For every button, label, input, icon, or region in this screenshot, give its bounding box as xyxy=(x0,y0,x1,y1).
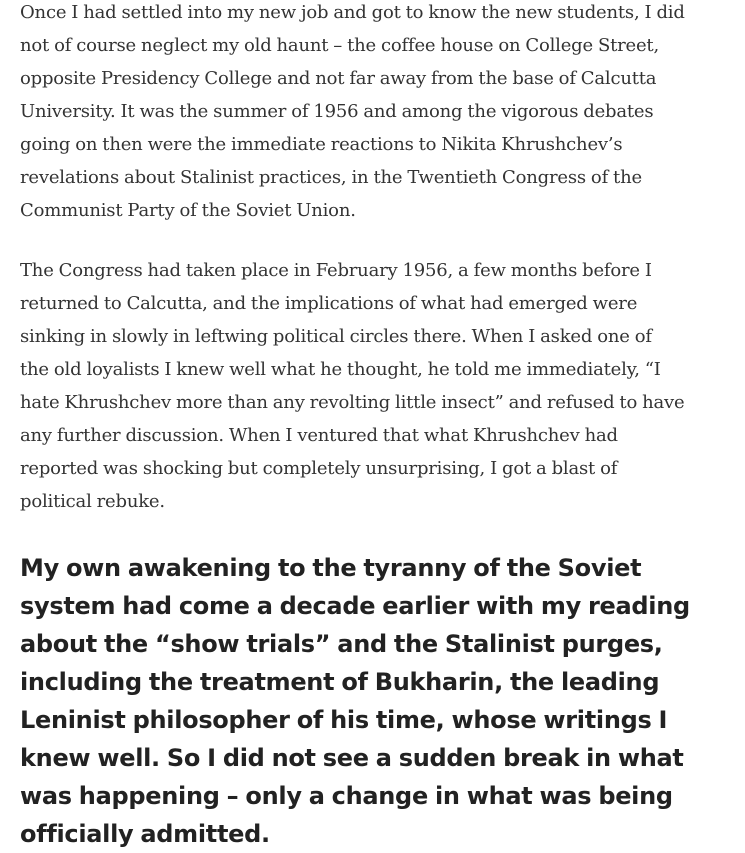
article-body xyxy=(20,0,720,853)
paragraph-coffee-house: Once I had settled into my new job and got to know the new students, I did not of course neglect my old haunt – the coffee house on College Street, opposite Presidency College and not far away from the base of Calcutta University. It was the summer of 1956 and among the vigorous debates going on then were the immediate reactions to Nikita Khrushchev’s revelations about Stalinist practices, in the Twentieth Congress of the Communist Party of the Soviet Union. xyxy=(20,2,685,221)
pull-quote: My own awakening to the tyranny of the Soviet system had come a decade earlier with my reading about the “show trials” and the Stalinist purges, including the treatment of Bukharin, the leading Leninist philosopher of his time, whose writings I knew well. So I did not see a sudden break in what was happening – only a change in what was being officially admitted. xyxy=(20,554,690,848)
paragraph-twentieth-congress: The Congress had taken place in February 1956, a few months before I returned to Calcutta, and the implications of what had emerged were sinking in slowly in leftwing political circles there. When I asked one of the old loyalists I knew well what he thought, he told me immediately, “I hate Khrushchev more than any revolting little insect” and refused to have any further discussion. When I ventured that what Khrushchev had reported was shocking but completely unsurprising, I got a blast of political rebuke. xyxy=(20,260,685,512)
